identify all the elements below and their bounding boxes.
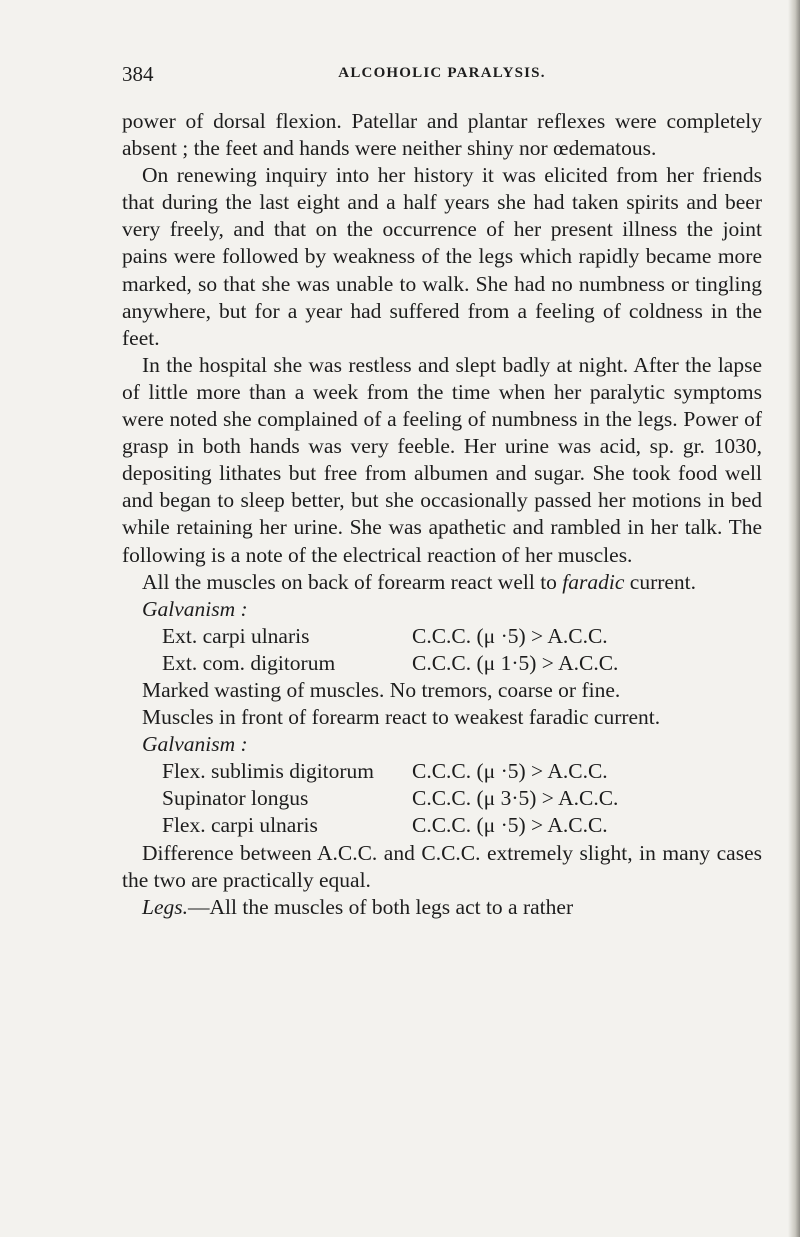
forearm-back-paragraph [122,569,762,596]
difference-paragraph: Difference between A.C.C. and C.C.C. extremely slight, in many cases the two are practically equal. [122,840,762,892]
forearm-front-paragraph: Muscles in front of forearm react to weakest faradic current. [142,705,661,730]
wasting-paragraph: Marked wasting of muscles. No tremors, coarse or fine. [142,677,621,702]
reaction-value: C.C.C. (μ 3·5) > A.C.C. [412,786,619,811]
page-edge-shadow [788,0,800,1237]
galvanism-label-2: Galvanism : [142,732,248,757]
reaction-row [162,623,762,650]
faradic-italic: faradic [562,569,625,594]
reaction-value: C.C.C. (μ 1·5) > A.C.C. [412,650,619,675]
forearm-back-text-end: current. [629,569,697,594]
reaction-value: C.C.C. (μ ·5) > A.C.C. [412,759,608,784]
running-head: ALCOHOLIC PARALYSIS. [338,65,546,81]
muscle-name: Flex. sublimis digitorum [162,759,375,784]
reaction-row [162,812,762,839]
legs-text: —All the muscles of both legs act to a rather [188,894,574,919]
galvanism-label-1: Galvanism : [142,596,248,621]
reaction-row [162,758,762,785]
muscle-name: Flex. carpi ulnaris [162,813,318,838]
page-header [122,62,762,92]
page-number: 384 [122,62,154,86]
reaction-row [162,785,762,812]
legs-paragraph [122,894,762,921]
forearm-back-text: All the muscles on back of forearm react well to [142,569,557,594]
reaction-row [162,650,762,677]
muscle-name: Ext. com. digitorum [162,650,336,675]
legs-label: Legs. [142,894,188,919]
reaction-value: C.C.C. (μ ·5) > A.C.C. [412,623,608,648]
muscle-name: Supinator longus [162,786,309,811]
muscle-name: Ext. carpi ulnaris [162,623,310,648]
paragraph-2: On renewing inquiry into her history it was elicited from her friends that during the last eight and a half years she had taken spirits and beer very freely, and that on the occurrence of her present illness the joint pains were followed by weakness of the legs which rapidly became more marked, so that she was unable to walk. She had no numbness or tingling anywhere, but for a year had suffered from a feeling of coldness in the feet. [122,163,762,350]
paragraph-3: In the hospital she was restless and slept badly at night. After the lapse of little more than a week from the time when her paralytic symptoms were noted she complained of a feeling of numbness in the legs. Power of grasp in both hands was very feeble. Her urine was acid, sp. gr. 1030, depositing lithates but free from albumen and sugar. She took food well and began to sleep better, but she occasionally passed her motions in bed while retaining her urine. She was apathetic and rambled in her talk. The following is a note of the electrical reaction of her muscles. [122,352,762,567]
paragraph-1: power of dorsal flexion. Patellar and plantar reflexes were completely absent ; the feet and hands were neither shiny nor œdematous. [122,109,762,161]
body-text [122,108,762,921]
reaction-value: C.C.C. (μ ·5) > A.C.C. [412,813,608,838]
